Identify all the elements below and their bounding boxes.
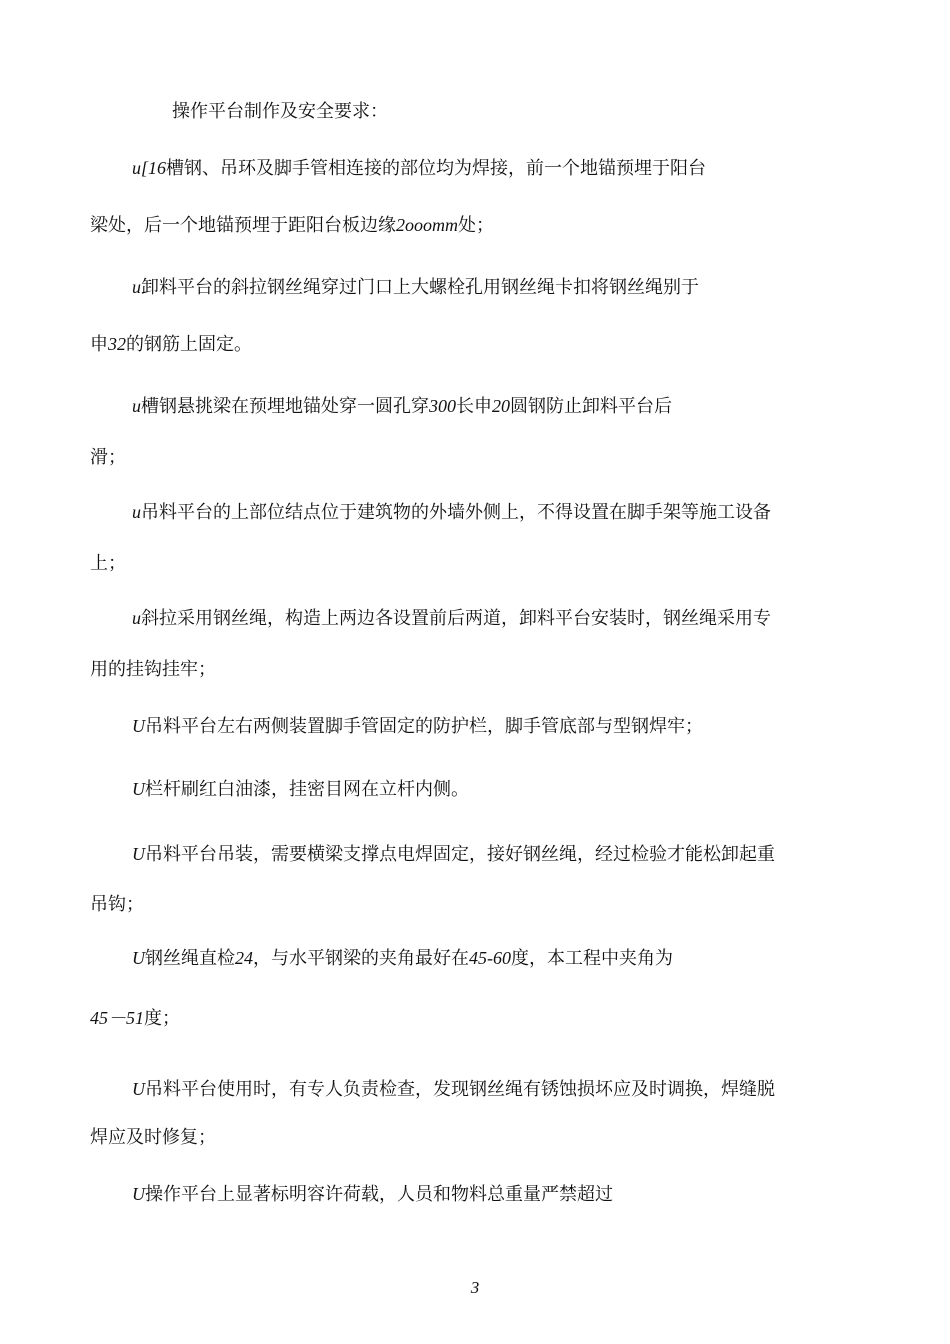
list-marker: U xyxy=(132,779,145,799)
paragraph-line xyxy=(90,212,494,239)
line-text: 焊应及时修复； xyxy=(90,1127,216,1148)
paragraph-line xyxy=(132,841,775,868)
list-marker: u xyxy=(132,608,141,628)
paragraph-line xyxy=(132,499,771,526)
list-marker: u[16 xyxy=(132,158,167,178)
paragraph-line xyxy=(90,551,126,577)
line-text: 钢丝绳直检 xyxy=(145,948,235,969)
line-text: 用的挂钩挂牢； xyxy=(90,659,216,680)
line-number: 2ooomm xyxy=(396,215,458,235)
line-text: 申 xyxy=(90,334,108,355)
line-number: 300 xyxy=(429,396,456,416)
line-text: 吊料平台的上部位结点位于建筑物的外墙外侧上，不得设置在脚手架等施工设备 xyxy=(141,502,771,523)
line-text: 槽钢、吊环及脚手管相连接的部位均为焊接，前一个地锚预埋于阳台 xyxy=(166,158,707,179)
document-heading xyxy=(172,99,388,125)
line-text: 梁处，后一个地锚预埋于距阳台板边缘 xyxy=(90,215,396,236)
paragraph-line xyxy=(132,713,703,740)
line-number: 32 xyxy=(108,334,126,354)
paragraph-line xyxy=(132,776,469,803)
page-number: 3 xyxy=(470,1278,480,1297)
line-middle: 长申 xyxy=(456,396,492,417)
line-text: 卸料平台的斜拉钢丝绳穿过门口上大螺栓孔用钢丝绳卡扣将钢丝绳别于 xyxy=(141,277,699,298)
paragraph-line xyxy=(132,155,706,182)
paragraph-line xyxy=(132,605,771,632)
paragraph-line xyxy=(132,274,699,301)
paragraph-line xyxy=(90,445,126,471)
paragraph-line xyxy=(132,945,673,972)
line-text: 槽钢悬挑梁在预埋地锚处穿一圆孔穿 xyxy=(141,396,429,417)
paragraph-line xyxy=(90,657,216,683)
line-text: 上； xyxy=(90,553,126,574)
line-text: 栏杆刷红白油漆，挂密目网在立杆内侧。 xyxy=(145,779,469,800)
paragraph-line xyxy=(90,1125,216,1151)
line-tail: 的钢筋上固定。 xyxy=(126,334,252,355)
list-marker: U xyxy=(132,716,145,736)
line-number-2: 20 xyxy=(492,396,510,416)
line-text: 吊料平台吊装，需要横梁支撑点电焊固定，接好钢丝绳，经过检验才能松卸起重 xyxy=(145,844,775,865)
line-text: 吊料平台左右两侧装置脚手管固定的防护栏，脚手管底部与型钢焊牢； xyxy=(145,716,703,737)
line-tail: 圆钢防止卸料平台后 xyxy=(510,396,672,417)
list-marker: u xyxy=(132,396,141,416)
line-text: 滑； xyxy=(90,447,126,468)
line-middle: ，与水平钢梁的夹角最好在 xyxy=(253,948,469,969)
line-tail: 度，本工程中夹角为 xyxy=(511,948,673,969)
paragraph-line xyxy=(90,331,252,358)
list-marker: U xyxy=(132,844,145,864)
list-marker: U xyxy=(132,1079,145,1099)
paragraph-line xyxy=(90,1005,180,1032)
list-marker: U xyxy=(132,1184,145,1204)
line-text: 斜拉采用钢丝绳，构造上两边各设置前后两道，卸料平台安装时，钢丝绳采用专 xyxy=(141,608,771,629)
list-marker: u xyxy=(132,277,141,297)
line-number-2: 45-60 xyxy=(469,948,511,968)
line-tail: 处； xyxy=(458,215,494,236)
line-text: 吊钩； xyxy=(90,894,144,915)
paragraph-line xyxy=(132,393,672,420)
list-marker: u xyxy=(132,502,141,522)
line-number: 45－51 xyxy=(90,1008,144,1028)
paragraph-line xyxy=(90,892,144,918)
heading-text: 操作平台制作及安全要求： xyxy=(172,101,388,122)
line-text: 吊料平台使用时，有专人负责检查，发现钢丝绳有锈蚀损坏应及时调换，焊缝脱 xyxy=(145,1079,775,1100)
line-number: 24 xyxy=(235,948,253,968)
paragraph-line xyxy=(132,1181,613,1208)
line-text: 操作平台上显著标明容许荷载，人员和物料总重量严禁超过 xyxy=(145,1184,613,1205)
paragraph-line xyxy=(132,1076,775,1103)
line-tail: 度； xyxy=(144,1008,180,1029)
list-marker: U xyxy=(132,948,145,968)
